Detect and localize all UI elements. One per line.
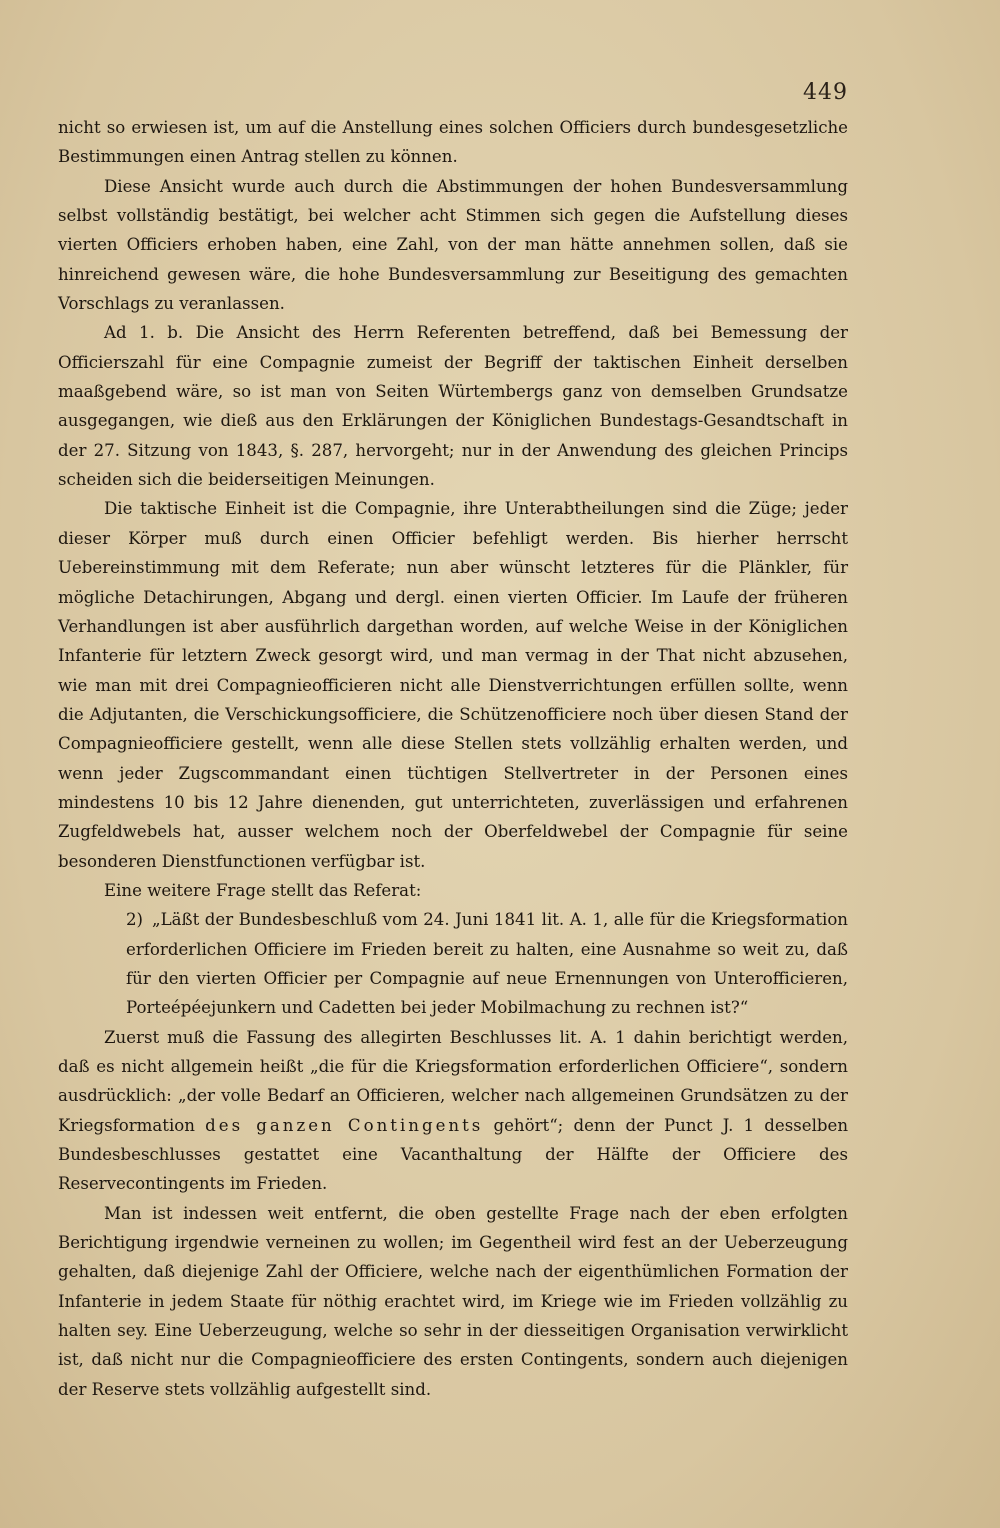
page-number: 449 <box>803 80 848 105</box>
body-text <box>58 113 848 1404</box>
paragraph: Die taktische Einheit ist die Compagnie, ihre Unterabtheilungen sind die Züge; jeder dieser Körper muß durch einen Officier befehligt werden. Bis hierher herrscht Uebereinstimmung mit dem Referate; nun aber wünscht letzteres für die Plänkler, für mögliche Detachirungen, Abgang und dergl. einen vierten Officier. Im Laufe der früheren Verhandlungen ist aber ausführlich dargethan worden, auf welche Weise in der Königlichen Infanterie für letztern Zweck gesorgt wird, und man vermag in der That nicht abzusehen, wie man mit drei Compagnieofficieren nicht alle Dienstverrichtungen erfüllen sollte, wenn die Adjutanten, die Verschickungsofficiere, die Schützenofficiere noch über diesen Stand der Compagnieofficiere gestellt, wenn alle diese Stellen stets vollzählig erhalten werden, und wenn jeder Zugscommandant einen tüchtigen Stellvertreter in der Personen eines mindestens 10 bis 12 Jahre dienenden, gut unterrichteten, zuverlässigen und erfahrenen Zugfeldwebels hat, ausser welchem noch der Oberfeldwebel der Compagnie für seine besonderen Dienstfunctionen verfügbar ist. <box>58 499 848 871</box>
paragraph: Diese Ansicht wurde auch durch die Abstimmungen der hohen Bundesversammlung selbst vollständig bestätigt, bei welcher acht Stimmen sich gegen die Aufstellung dieses vierten Officiers erhoben haben, eine Zahl, von der man hätte annehmen sollen, daß sie hinreichend gewesen wäre, die hohe Bundesversammlung zur Beseitigung des gemachten Vorschlags zu veranlassen. <box>58 176 848 314</box>
emphasized-phrase: des ganzen Contingents <box>205 1115 484 1135</box>
paragraph-part: Zuerst muß die Fassung des allegirten Beschlusses lit. A. 1 dahin berichtigt werden, daß es nicht allgemein heißt „die für die Kriegsformation erforderlichen Officiere“, sondern ausdrücklich: „der volle Bedarf an Officieren, welcher nach allgemeinen Grundsätzen zu der Kriegsformation <box>58 1027 848 1135</box>
quoted-question <box>126 905 848 1022</box>
paragraph: Man ist indessen weit entfernt, die oben gestellte Frage nach der eben erfolgten Berichtigung irgendwie verneinen zu wollen; im Gegentheil wird fest an der Ueberzeugung gehalten, daß diejenige Zahl der Officiere, welche nach der eigenthümlichen Formation der Infanterie in jedem Staate für nöthig erachtet wird, im Kriege wie im Frieden vollzählig zu halten sey. Eine Ueberzeugung, welche so sehr in der diesseitigen Organisation verwirklicht ist, daß nicht nur die Compagnieofficiere des ersten Contingents, sondern auch diejenigen der Reserve stets vollzählig aufgestellt sind. <box>58 1203 848 1399</box>
paragraph: Ad 1. b. Die Ansicht des Herrn Referenten betreffend, daß bei Bemessung der Officierszahl für eine Compagnie zumeist der Begriff der taktischen Einheit derselben maaßgebend wäre, so ist man von Seiten Würtembergs ganz von demselben Grundsatze ausgegangen, wie dieß aus den Erklärungen der Königlichen Bundestags-Gesandtschaft in der 27. Sitzung von 1843, §. 287, hervorgeht; nur in der Anwendung des gleichen Princips scheiden sich die beiderseitigen Meinungen. <box>58 323 848 490</box>
paragraph-part: gehört“; denn der Punct J. 1 desselben Bundesbeschlusses gestattet eine Vacanthaltung der Hälfte der Officiere des Reservecontingents im Frieden. <box>58 1115 849 1194</box>
paragraph: Eine weitere Frage stellt das Referat: <box>104 880 422 900</box>
question-number: 2) <box>126 910 144 930</box>
question-text: „Läßt der Bundesbeschluß vom 24. Juni 1841 lit. A. 1, alle für die Kriegsformation erforderlichen Officiere im Frieden bereit zu halten, eine Ausnahme so weit zu, daß für den vierten Officier per Compagnie auf neue Ernennungen von Unterofficieren, Porteépéejunkern und Cadetten bei jeder Mobilmachung zu rechnen ist?“ <box>126 910 848 1018</box>
paragraph: nicht so erwiesen ist, um auf die Anstellung eines solchen Officiers durch bundesgesetzliche Bestimmungen einen Antrag stellen zu können. <box>58 118 848 167</box>
paragraph <box>58 1023 848 1199</box>
